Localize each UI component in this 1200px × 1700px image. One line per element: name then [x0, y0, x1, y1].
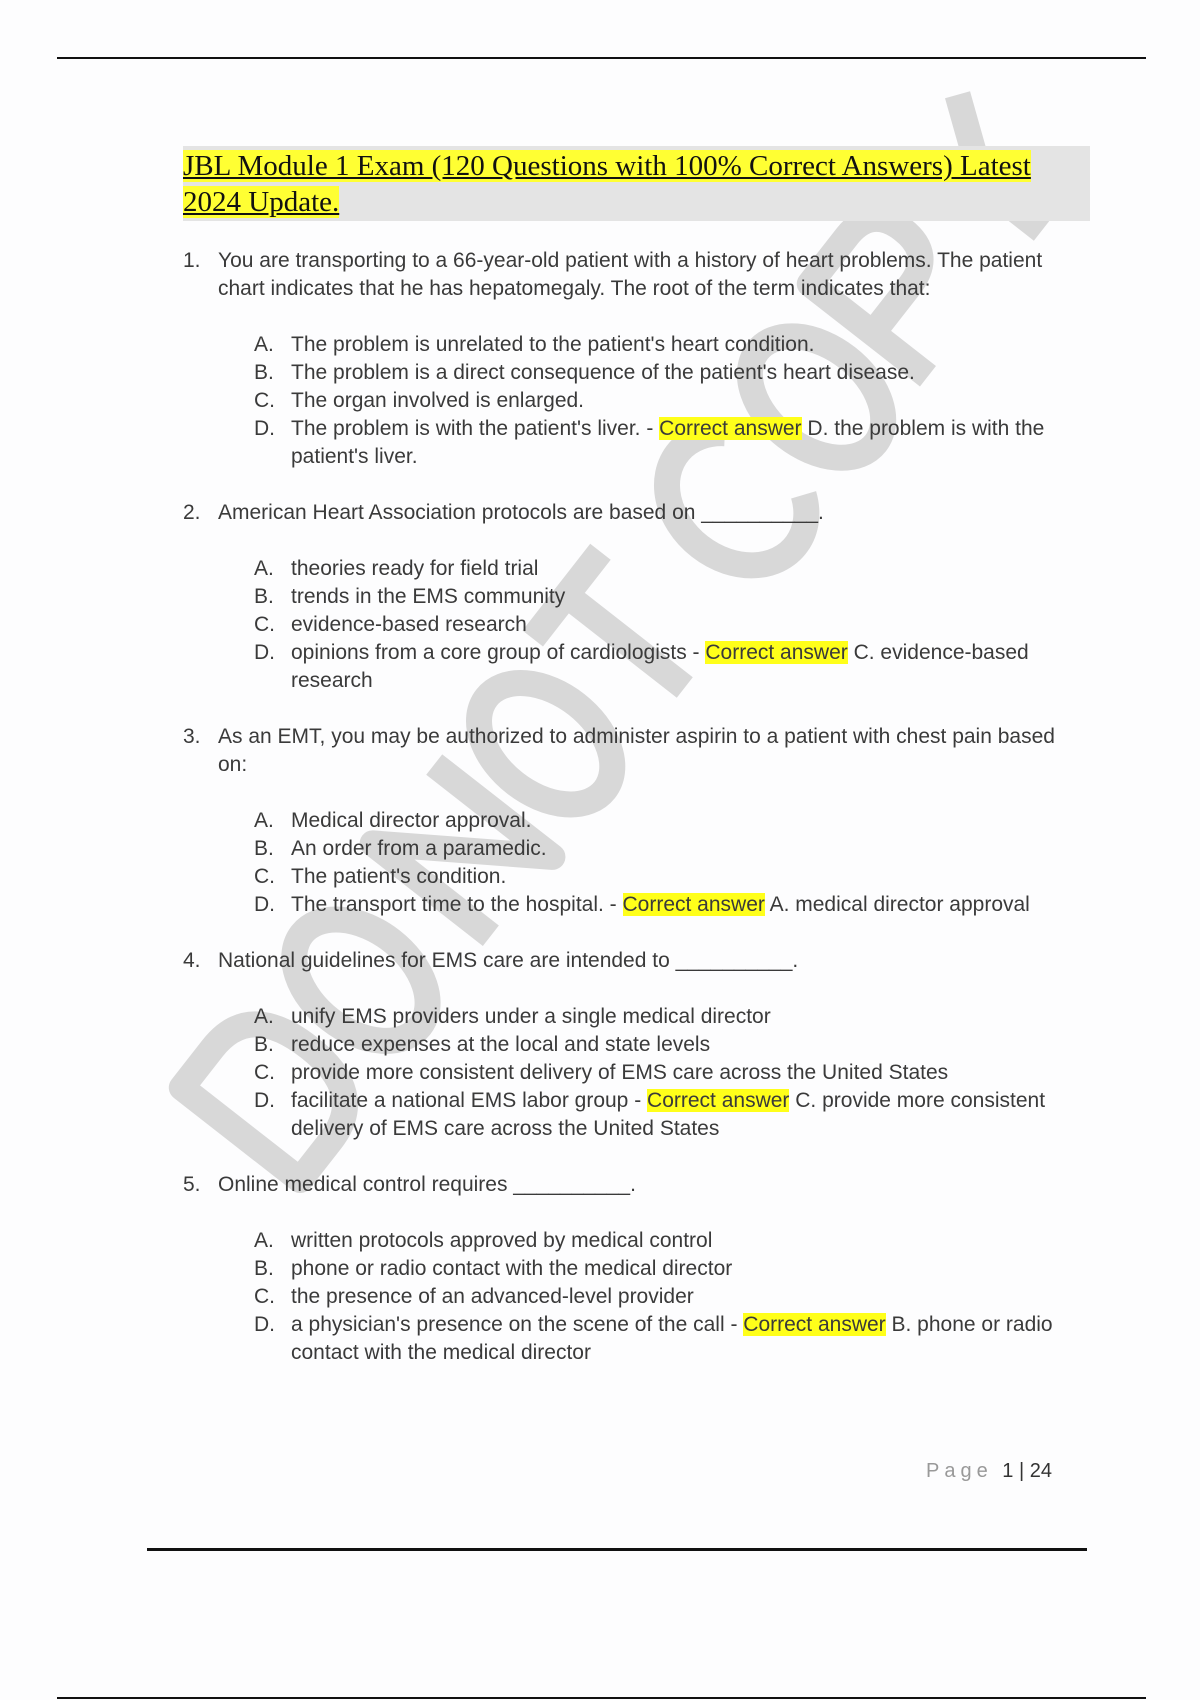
option-text-wrap [291, 1087, 1083, 1143]
question-text: Online medical control requires __________. [218, 1173, 636, 1196]
page-number [926, 1460, 1052, 1483]
option-text: An order from a paramedic. [291, 837, 547, 860]
option-letter: A. [254, 809, 274, 832]
option-text-wrap [291, 639, 1083, 695]
answer-option [254, 1031, 1083, 1059]
option-letter: A. [254, 1229, 274, 1252]
option-text: The patient's condition. [291, 865, 507, 888]
option-text: The problem is unrelated to the patient's heart condition. [291, 333, 815, 356]
answer-option [254, 555, 1083, 583]
correct-answer-text: B. phone or radio contact with the medical director [291, 1313, 1053, 1364]
answer-option [254, 639, 1083, 695]
option-text-wrap [291, 1031, 1083, 1059]
option-text-wrap [291, 331, 1083, 359]
option-letter: C. [254, 1285, 275, 1308]
option-text-wrap [291, 1311, 1083, 1367]
answer-option [254, 387, 1083, 415]
option-text: written protocols approved by medical control [291, 1229, 713, 1252]
option-letter: C. [254, 389, 275, 412]
correct-answer-highlight: Correct answer [647, 1089, 790, 1112]
option-text: reduce expenses at the local and state levels [291, 1033, 711, 1056]
correct-answer-text: D. the problem is with the patient's liver. [291, 417, 1045, 468]
option-letter: B. [254, 837, 274, 860]
correct-answer-text: C. provide more consistent delivery of EMS care across the United States [291, 1089, 1046, 1140]
option-letter: C. [254, 1061, 275, 1084]
answer-option [254, 1087, 1083, 1143]
bottom-rule [57, 1697, 1146, 1699]
question-item [183, 947, 1083, 1143]
page-total: 24 [1029, 1460, 1052, 1482]
option-text: The problem is a direct consequence of the patient's heart disease. [291, 361, 915, 384]
option-letter: A. [254, 333, 274, 356]
option-letter: C. [254, 613, 275, 636]
option-text: The problem is with the patient's liver. - [291, 417, 660, 440]
option-text: theories ready for field trial [291, 557, 539, 580]
answer-option [254, 1003, 1083, 1031]
option-text-wrap [291, 807, 1083, 835]
answer-option [254, 807, 1083, 835]
answer-option [254, 1283, 1083, 1311]
question-number: 2. [183, 501, 201, 524]
footer-rule [147, 1548, 1087, 1551]
option-text-wrap [291, 611, 1083, 639]
option-text-wrap [291, 1283, 1083, 1311]
option-letter: C. [254, 865, 275, 888]
question-number: 3. [183, 725, 201, 748]
option-text: opinions from a core group of cardiologists - [291, 641, 706, 664]
option-letter: B. [254, 361, 274, 384]
answer-option [254, 359, 1083, 387]
option-text-wrap [291, 583, 1083, 611]
correct-answer-highlight: Correct answer [705, 641, 848, 664]
option-text-wrap [291, 415, 1083, 471]
page-label: Page [926, 1460, 993, 1482]
correct-answer-highlight: Correct answer [743, 1313, 886, 1336]
page-separator: | [1018, 1460, 1025, 1482]
option-text-wrap [291, 1227, 1083, 1255]
answer-option [254, 835, 1083, 863]
option-letter: D. [254, 641, 275, 664]
option-text: trends in the EMS community [291, 585, 566, 608]
option-letter: D. [254, 893, 275, 916]
option-text: facilitate a national EMS labor group - [291, 1089, 648, 1112]
option-text: a physician's presence on the scene of the call - [291, 1313, 744, 1336]
option-letter: D. [254, 1089, 275, 1112]
option-text-wrap [291, 1059, 1083, 1087]
option-letter: B. [254, 1257, 274, 1280]
option-text-wrap [291, 359, 1083, 387]
question-text: You are transporting to a 66-year-old patient with a history of heart problems. The patient chart indicates that he has hepatomegaly. The root of the term indicates that: [218, 249, 1043, 300]
answer-option [254, 331, 1083, 359]
question-item [183, 499, 1083, 695]
option-letter: A. [254, 557, 274, 580]
option-text: The organ involved is enlarged. [291, 389, 585, 412]
option-text: evidence-based research [291, 613, 527, 636]
option-letter: D. [254, 417, 275, 440]
question-number: 4. [183, 949, 201, 972]
option-text-wrap [291, 1003, 1083, 1031]
correct-answer-text: A. medical director approval [764, 893, 1030, 916]
answer-option [254, 583, 1083, 611]
document-title: JBL Module 1 Exam (120 Questions with 100% Correct Answers) Latest 2024 Update. [183, 150, 1031, 218]
option-text: phone or radio contact with the medical director [291, 1257, 733, 1280]
question-text: American Heart Association protocols are based on __________. [218, 501, 824, 524]
page-current: 1 [1002, 1460, 1014, 1482]
option-letter: D. [254, 1313, 275, 1336]
option-text: The transport time to the hospital. - [291, 893, 623, 916]
answer-option [254, 863, 1083, 891]
option-text-wrap [291, 555, 1083, 583]
answer-option [254, 1227, 1083, 1255]
answer-option [254, 1255, 1083, 1283]
question-number: 5. [183, 1173, 201, 1196]
option-text-wrap [291, 387, 1083, 415]
option-text-wrap [291, 891, 1083, 919]
answer-option [254, 415, 1083, 471]
correct-answer-text: C. evidence-based research [291, 641, 1029, 692]
answer-option [254, 1059, 1083, 1087]
answer-option [254, 611, 1083, 639]
header-rule [57, 57, 1146, 59]
question-text: National guidelines for EMS care are intended to __________. [218, 949, 799, 972]
option-text: provide more consistent delivery of EMS care across the United States [291, 1061, 949, 1084]
answer-option [254, 891, 1083, 919]
question-text: As an EMT, you may be authorized to administer aspirin to a patient with chest pain based on: [218, 725, 1055, 776]
option-text: the presence of an advanced-level provider [291, 1285, 694, 1308]
question-number: 1. [183, 249, 201, 272]
question-item [183, 723, 1083, 919]
correct-answer-highlight: Correct answer [622, 893, 765, 916]
question-item [183, 1171, 1083, 1367]
option-text: Medical director approval. [291, 809, 532, 832]
option-text: unify EMS providers under a single medical director [291, 1005, 771, 1028]
option-letter: B. [254, 1033, 274, 1056]
option-text-wrap [291, 835, 1083, 863]
option-letter: B. [254, 585, 274, 608]
question-list [183, 247, 1083, 1395]
option-text-wrap [291, 863, 1083, 891]
option-text-wrap [291, 1255, 1083, 1283]
answer-option [254, 1311, 1083, 1367]
correct-answer-highlight: Correct answer [659, 417, 802, 440]
option-letter: A. [254, 1005, 274, 1028]
question-item [183, 247, 1083, 471]
